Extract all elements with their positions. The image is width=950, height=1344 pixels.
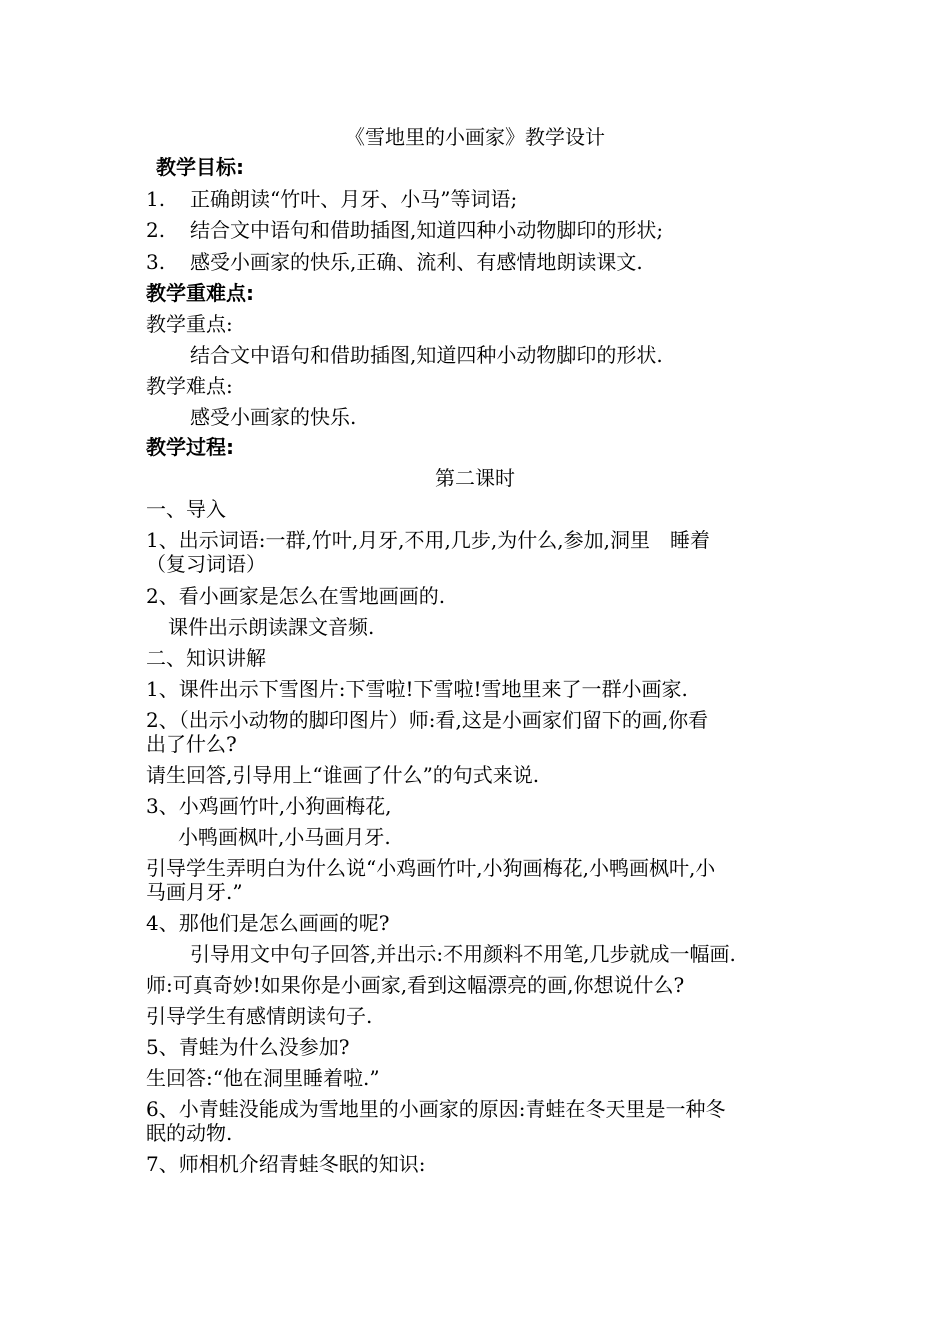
key-point-text: 结合文中语句和借助插图,知道四种小动物脚印的形状. [190,343,663,367]
intro-item-2-note: 课件出示朗读課文音频. [168,615,375,639]
knowledge-item-4-guide: 引导学生有感情朗读句子. [146,1004,373,1028]
knowledge-item-6-cont: 眠的动物. [146,1121,233,1145]
lesson-title: 第二课时 [435,466,515,490]
document-title: 《雪地里的小画家》教学设计 [345,125,605,149]
knowledge-item-2: 2、（出示小动物的脚印图片）师:看,这是小画家们留下的画,你看 [146,708,709,732]
knowledge-item-3-note: 引导学生弄明白为什么说“小鸡画竹叶,小狗画梅花,小鸭画枫叶,小 [146,856,716,880]
objective-text: 感受小画家的快乐,正确、流利、有感情地朗读课文. [190,250,643,274]
objective-item [146,249,816,275]
objective-number: 2. [146,218,166,242]
knowledge-item-7: 7、师相机介绍青蛙冬眠的知识: [146,1152,426,1176]
knowledge-item-4: 4、那他们是怎么画画的呢? [146,911,390,935]
knowledge-item-5-answer: 生回答:“他在洞里睡着啦.” [146,1066,380,1090]
section-heading-intro: 一、导入 [146,497,226,521]
knowledge-item-2-note: 请生回答,引导用上“谁画了什么”的句式来说. [146,763,540,787]
intro-item-1: 1、出示词语:一群,竹叶,月牙,不用,几步,为什么,参加,洞里 睡着 [146,528,710,552]
process-heading: 教学过程: [146,435,234,459]
difficult-text: 感受小画家的快乐. [190,405,357,429]
key-difficult-heading: 教学重难点: [146,281,254,305]
knowledge-item-4-answer: 引导用文中句子回答,并出示:不用颜料不用笔,几步就成一幅画. [190,942,736,966]
objective-text: 正确朗读“竹叶、月牙、小马”等词语; [190,187,518,211]
objective-item [146,217,816,243]
knowledge-item-5: 5、青蛙为什么没参加? [146,1035,350,1059]
intro-item-1-note: （复习词语） [146,552,266,576]
knowledge-item-2-cont: 出了什么? [146,732,237,756]
objective-number: 1. [146,187,166,211]
knowledge-item-6: 6、小青蛙没能成为雪地里的小画家的原因:青蛙在冬天里是一种冬 [146,1097,726,1121]
objective-item [146,186,816,212]
objectives-heading: 教学目标: [156,155,244,179]
key-point-label: 教学重点: [146,312,233,336]
section-heading-knowledge: 二、知识讲解 [146,646,266,670]
knowledge-item-1: 1、课件出示下雪图片:下雪啦!下雪啦!雪地里来了一群小画家. [146,677,688,701]
objective-number: 3. [146,250,166,274]
objective-text: 结合文中语句和借助插图,知道四种小动物脚印的形状; [190,218,664,242]
knowledge-item-3-note-cont: 马画月牙.” [146,880,243,904]
knowledge-item-3-line2: 小鸭画枫叶,小马画月牙. [178,825,391,849]
intro-item-2: 2、看小画家是怎么在雪地画画的. [146,584,446,608]
knowledge-item-4-teacher: 师:可真奇妙!如果你是小画家,看到这幅漂亮的画,你想说什么? [146,973,685,997]
knowledge-item-3: 3、小鸡画竹叶,小狗画梅花, [146,794,392,818]
difficult-label: 教学难点: [146,374,233,398]
